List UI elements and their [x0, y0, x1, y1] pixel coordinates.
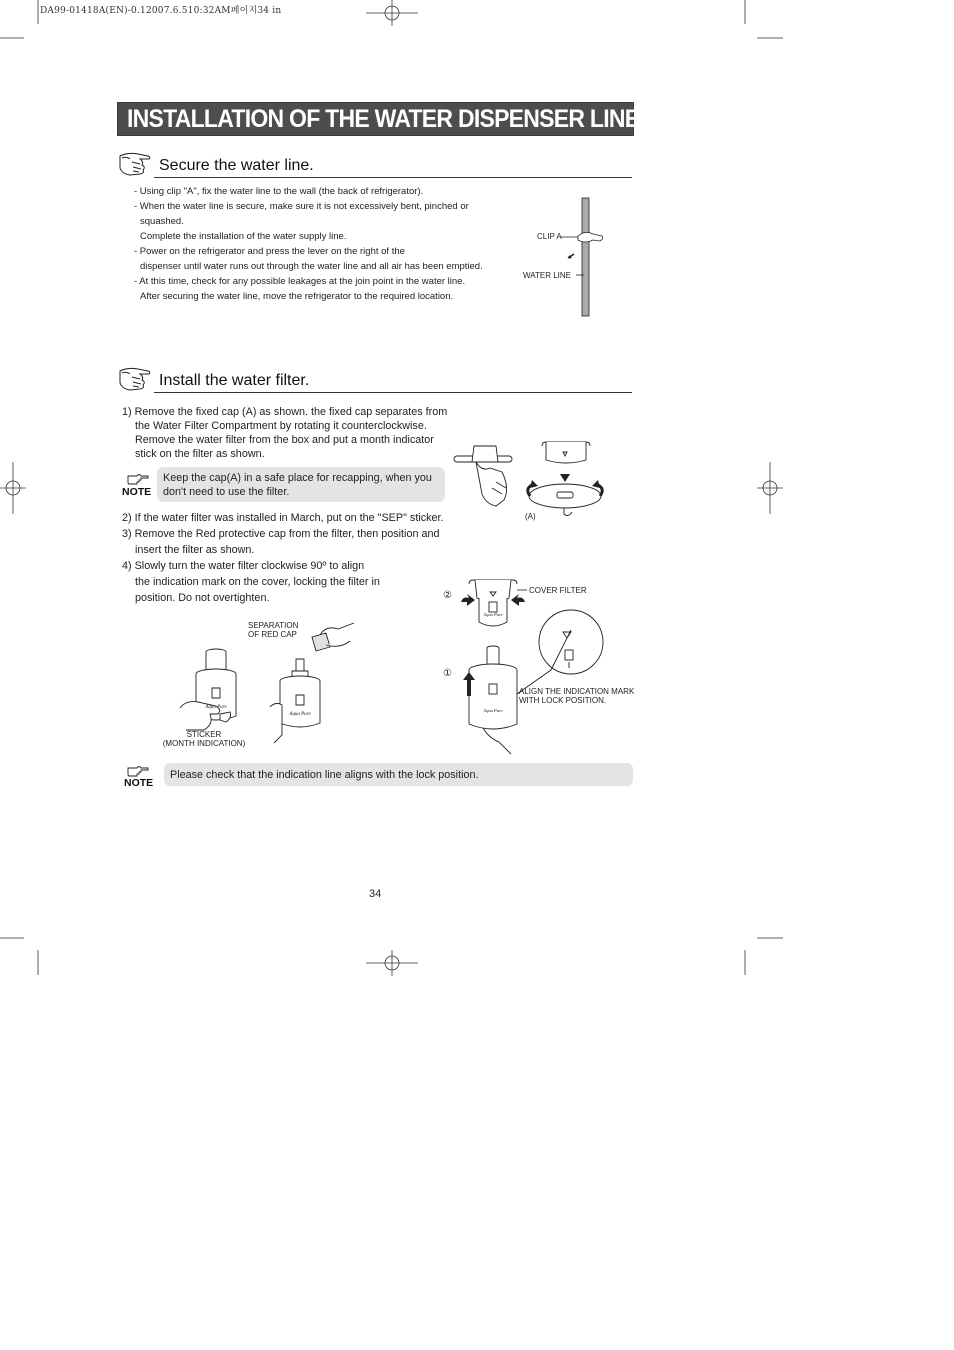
- text-line: the Water Filter Compartment by rotating it counterclockwise.: [135, 420, 427, 432]
- step-1-text: [122, 405, 467, 461]
- text-line: - Power on the refrigerator and press the lever on the right of the: [134, 246, 405, 257]
- text-line: - At this time, check for any possible leakages at the join point in the water line.: [134, 276, 466, 287]
- text-line: insert the filter as shown.: [135, 544, 255, 556]
- text-line: Keep the cap(A) in a safe place for recapping, when you: [163, 472, 432, 484]
- section-heading-secure-line: Secure the water line.: [159, 157, 314, 174]
- text-line: 1) Remove the fixed cap (A) as shown. the fixed cap separates from: [122, 406, 448, 418]
- filter-sticker-illustration: [176, 640, 256, 732]
- note-label: NOTE: [124, 777, 154, 789]
- label-line: WITH LOCK POSITION.: [519, 696, 607, 705]
- page-title: INSTALLATION OF THE WATER DISPENSER LINE: [127, 105, 640, 133]
- note-text-alignment: Please check that the indication line aligns with the lock position.: [170, 769, 479, 781]
- section-heading-install-filter: Install the water filter.: [159, 372, 310, 389]
- text-line: 3) Remove the Red protective cap from the filter, then position and: [122, 528, 440, 540]
- clip-a-label: CLIP A: [537, 232, 562, 241]
- label-line: ALIGN THE INDICATION MARK: [519, 687, 635, 696]
- svg-text:Aqua Pure: Aqua Pure: [483, 612, 503, 617]
- clip-a-illustration: [560, 196, 610, 318]
- section-divider: [154, 177, 632, 178]
- text-line: stick on the filter as shown.: [135, 448, 265, 460]
- text-line: - When the water line is secure, make sure it is not excessively bent, pinched or: [134, 201, 469, 212]
- text-line: position. Do not overtighten.: [135, 592, 270, 604]
- text-line: dispenser until water runs out through the water line and all air has been emptied.: [140, 261, 483, 272]
- text-line: Remove the water filter from the box and put a month indicator: [135, 434, 434, 446]
- page-number: 34: [369, 888, 382, 900]
- text-line: the indication mark on the cover, locking the filter in: [135, 576, 380, 588]
- separation-label: [248, 621, 298, 639]
- water-line-label: WATER LINE: [523, 271, 572, 280]
- note-label: NOTE: [122, 486, 152, 498]
- note-pointer-icon: [127, 472, 149, 486]
- text-line: After securing the water line, move the refrigerator to the required location.: [140, 291, 454, 302]
- text-line: don't need to use the filter.: [163, 486, 290, 498]
- step-1-marker: ①: [443, 668, 452, 679]
- label-line: STICKER: [186, 730, 222, 739]
- cover-filter-label: COVER FILTER: [529, 586, 587, 595]
- label-line: SEPARATION: [248, 621, 299, 630]
- hand-pointer-icon: [118, 365, 152, 393]
- label-line: OF RED CAP: [248, 630, 297, 639]
- section-divider: [154, 392, 632, 393]
- text-line: Complete the installation of the water supply line.: [140, 231, 347, 242]
- hand-pointer-icon: [118, 150, 152, 178]
- svg-text:Aqua Pure: Aqua Pure: [289, 712, 311, 717]
- text-line: squashed.: [140, 216, 184, 227]
- label-line: (MONTH INDICATION): [162, 739, 246, 748]
- svg-text:Aqua Pure: Aqua Pure: [483, 708, 503, 713]
- secure-line-instructions: [134, 184, 514, 304]
- text-line: 4) Slowly turn the water filter clockwise 90º to align: [122, 560, 365, 572]
- text-line: - Using clip "A", fix the water line to the wall (the back of refrigerator).: [134, 186, 424, 197]
- steps-2-4-text: [122, 510, 462, 606]
- sticker-label: [162, 730, 246, 748]
- note-pointer-icon: [127, 764, 149, 778]
- filter-insert-illustration: [455, 576, 610, 754]
- step-2-marker: ②: [443, 590, 452, 601]
- note-text-cap: [163, 471, 443, 499]
- align-label: [519, 687, 634, 705]
- svg-text:Aqua Pure: Aqua Pure: [205, 705, 227, 710]
- cap-a-label: (A): [525, 512, 536, 521]
- document-header: DA99-01418A(EN)-0.12007.6.510:32AM페이지34 in: [40, 6, 282, 16]
- text-line: 2) If the water filter was installed in March, put on the "SEP" sticker.: [122, 512, 444, 524]
